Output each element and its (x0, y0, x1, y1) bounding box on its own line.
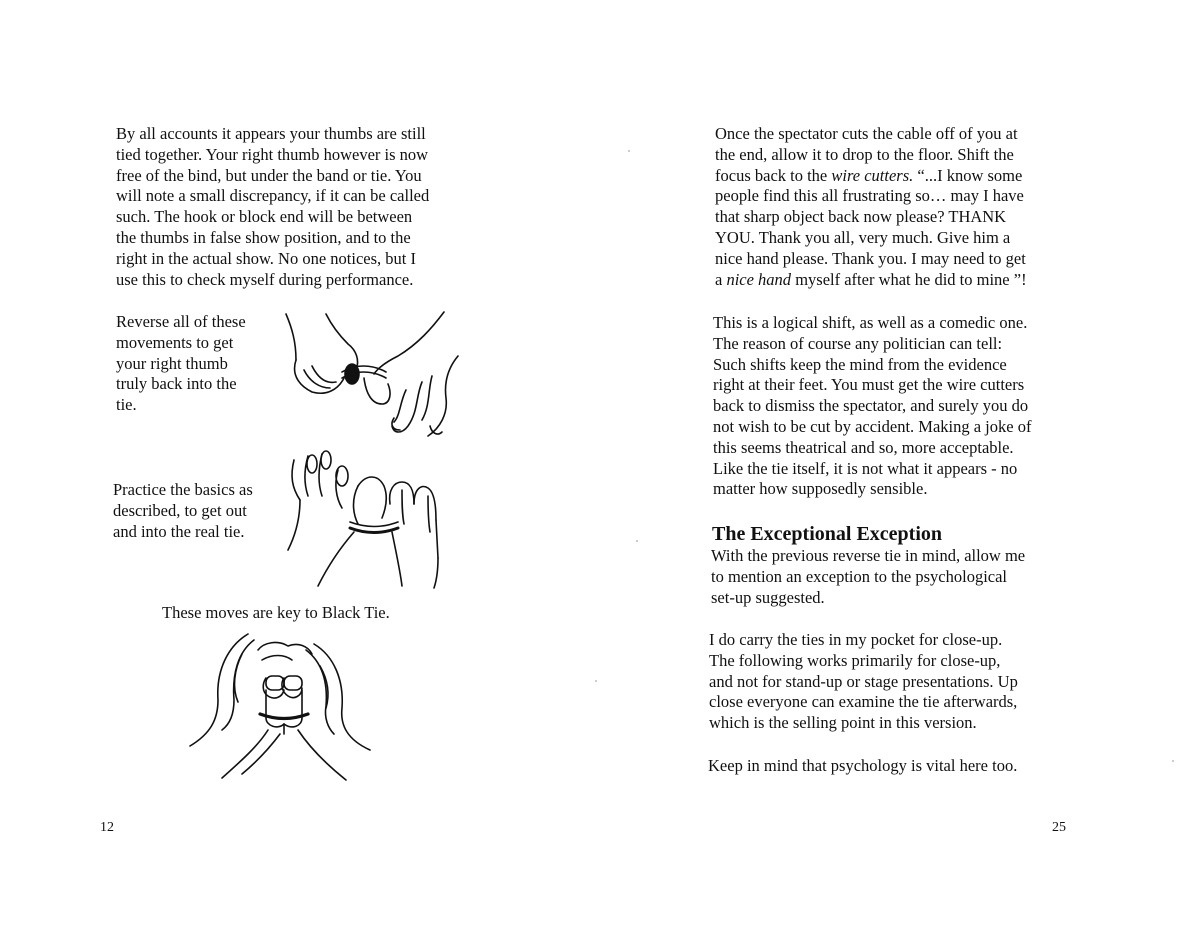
text-line (715, 166, 1075, 187)
text-line: close everyone can examine the tie afterwards, (709, 692, 1018, 712)
text-line: the thumbs in false show position, and to the (116, 227, 411, 247)
text-line: right at their feet. You must get the wire cutters (713, 375, 1025, 395)
text-line: movements to get (116, 332, 234, 352)
text-line: the end, allow it to drop to the floor. Shift the (715, 144, 1014, 164)
text-line: Reverse all of these (116, 312, 246, 331)
text-line: and not for stand-up or stage presentations. Up (709, 671, 1018, 691)
text-line: to mention an exception to the psychological (711, 566, 1008, 586)
text-line: Such shifts keep the mind from the evidence (713, 354, 1007, 374)
text-line: Like the tie itself, it is not what it appears - no (713, 458, 1018, 478)
scan-speck (1172, 760, 1174, 762)
page-number-left: 12 (100, 820, 114, 835)
section-heading: The Exceptional Exception (712, 523, 943, 545)
right-paragraph-2 (713, 313, 1083, 500)
scan-speck (595, 680, 597, 682)
text-line: Once the spectator cuts the cable off of you at (715, 124, 1018, 143)
text-run: a (715, 269, 727, 289)
text-line: Keep in mind that psychology is vital here too. (708, 756, 1018, 775)
left-paragraph-1 (116, 124, 476, 290)
text-line: matter how supposedly sensible. (713, 479, 928, 499)
text-line: nice hand please. Thank you. I may need to get (715, 248, 1026, 268)
text-line: The following works primarily for close-up, (709, 650, 1001, 670)
text-run: “...I know some (913, 165, 1023, 185)
text-line: Practice the basics as (113, 480, 253, 499)
text-line: back to dismiss the spectator, and surely you do (713, 396, 1029, 416)
thumbs-tie-illustration-1 (282, 308, 462, 444)
right-paragraph-5 (708, 756, 1078, 777)
text-line: This is a logical shift, as well as a comedic one. (713, 313, 1028, 332)
text-line: and into the real tie. (113, 521, 245, 541)
text-line: that sharp object back now please? THANK (715, 207, 1007, 227)
scan-speck (636, 540, 638, 542)
emphasis-nice-hand: nice hand (726, 269, 792, 289)
text-line: set-up suggested. (711, 587, 825, 607)
page-number-right: 25 (1052, 820, 1066, 835)
right-paragraph-1 (715, 124, 1075, 290)
text-line: this seems theatrical and so, more acceptable. (713, 437, 1014, 457)
text-line: tie. (116, 395, 137, 415)
emphasis-wire-cutters: wire cutters. (831, 165, 914, 185)
caption-reverse-movements (116, 312, 276, 416)
text-line: will note a small discrepancy, if it can be called (116, 186, 430, 206)
hands-together-illustration (188, 630, 378, 782)
text-line: tied together. Your right thumb however is now (116, 144, 429, 164)
caption-key-moves: These moves are key to Black Tie. (162, 603, 390, 622)
text-run: myself after what he did to mine ”! (791, 269, 1027, 289)
text-line: With the previous reverse tie in mind, allow me (711, 546, 1026, 565)
text-line: use this to check myself during performance. (116, 269, 414, 289)
right-paragraph-4 (709, 630, 1079, 734)
text-line: truly back into the (116, 374, 237, 394)
right-paragraph-3 (711, 546, 1081, 608)
text-line: your right thumb (116, 353, 228, 373)
text-run: focus back to the (715, 165, 832, 185)
right-page (599, 0, 1198, 934)
text-line: people find this all frustrating so… may I have (715, 186, 1024, 206)
text-line: I do carry the ties in my pocket for close-up. (709, 630, 1003, 649)
thumbs-tie-illustration-2 (282, 448, 460, 590)
text-line: such. The hook or block end will be between (116, 207, 413, 227)
scan-speck (628, 150, 630, 152)
text-line: free of the bind, but under the band or tie. You (116, 165, 422, 185)
text-line: By all accounts it appears your thumbs are still (116, 124, 426, 143)
text-line: not wish to be cut by accident. Making a joke of (713, 416, 1032, 436)
caption-practice-basics (113, 480, 283, 542)
text-line: The reason of course any politician can tell: (713, 333, 1003, 353)
text-line (715, 270, 1075, 291)
text-line: which is the selling point in this version. (709, 713, 977, 733)
text-line: described, to get out (113, 500, 247, 520)
text-line: right in the actual show. No one notices, but I (116, 248, 416, 268)
text-line: YOU. Thank you all, very much. Give him a (715, 227, 1011, 247)
